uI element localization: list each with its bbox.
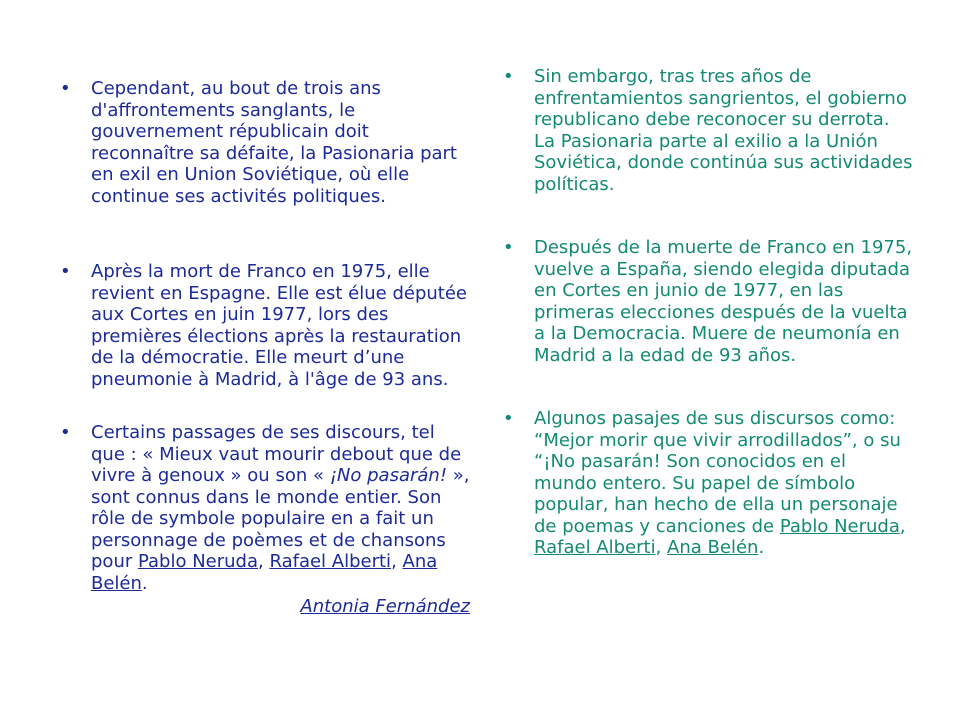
link-pablo-neruda-es[interactable]: Pablo Neruda [779,515,900,537]
french-paragraph-2: • Après la mort de Franco en 1975, elle revient en Espagne. Elle est élue députée aux Cortes en juin 1977, lors des premières élections après la restauration de la démocratie. Elle meurt d’une pneumonie à Madrid, à l'âge de 93 ans. [60,261,470,390]
separator: , [899,515,906,537]
french-bullet-list [60,78,470,594]
signature [60,596,470,617]
separator: , [258,551,270,572]
french-paragraph-1: • Cependant, au bout de trois ans d'affrontements sanglants, le gouvernement républicain doit reconnaître sa défaite, la Pasionaria part en exil en Union Soviétique, où elle continue ses activités politiques. [60,78,470,207]
signature-link[interactable]: Antonia Fernández [300,596,470,617]
link-ana-belen-es[interactable]: Ana Belén [667,537,759,558]
separator: , [391,551,403,572]
separator: , [655,537,668,558]
spanish-paragraph-2: • Después de la muerte de Franco en 1975, vuelve a España, siendo elegida diputada en Cortes en junio de 1977, en las primeras elecciones después de la vuelta a la Democracia. Muere de neumonía en Madrid a la edad de 93 años. [503,237,913,366]
french-paragraph-3 [60,422,470,594]
period: . [141,572,148,594]
link-rafael-alberti-fr[interactable]: Rafael Alberti [269,551,392,572]
french-no-pasaran: ¡No pasarán! [329,465,448,486]
spanish-p3-text-pre: Algunos pasajes de sus discursos como: “Mejor morir que vivir arrodillados”, o su “¡No pasarán! Son conocidos en el mundo entero. Su papel de símbolo popular, han hecho de ella un personaje de poemas y canciones de [534,408,901,537]
spanish-column [503,66,913,559]
period: . [758,537,765,558]
spanish-bullet-list [503,66,913,559]
spanish-paragraph-3 [503,408,913,559]
link-pablo-neruda-fr[interactable]: Pablo Neruda [137,551,259,572]
link-rafael-alberti-es[interactable]: Rafael Alberti [534,537,656,558]
link-ana-belen-fr[interactable]: Ana Belén [91,551,438,594]
french-p3-text-pre: Certains passages de ses discours, tel que : « Mieux vaut mourir debout que de vivre à genoux » ou son « [91,422,462,486]
french-p3-text-post: », sont connus dans le monde entier. Son rôle de symbole populaire en a fait un personnage de poèmes et de chansons pour [91,465,470,572]
french-column [60,78,470,617]
spanish-paragraph-1: • Sin embargo, tras tres años de enfrentamientos sangrientos, el gobierno republicano debe reconocer su derrota. La Pasionaria parte al exilio a la Unión Soviética, donde continúa sus actividades políticas. [503,66,913,195]
